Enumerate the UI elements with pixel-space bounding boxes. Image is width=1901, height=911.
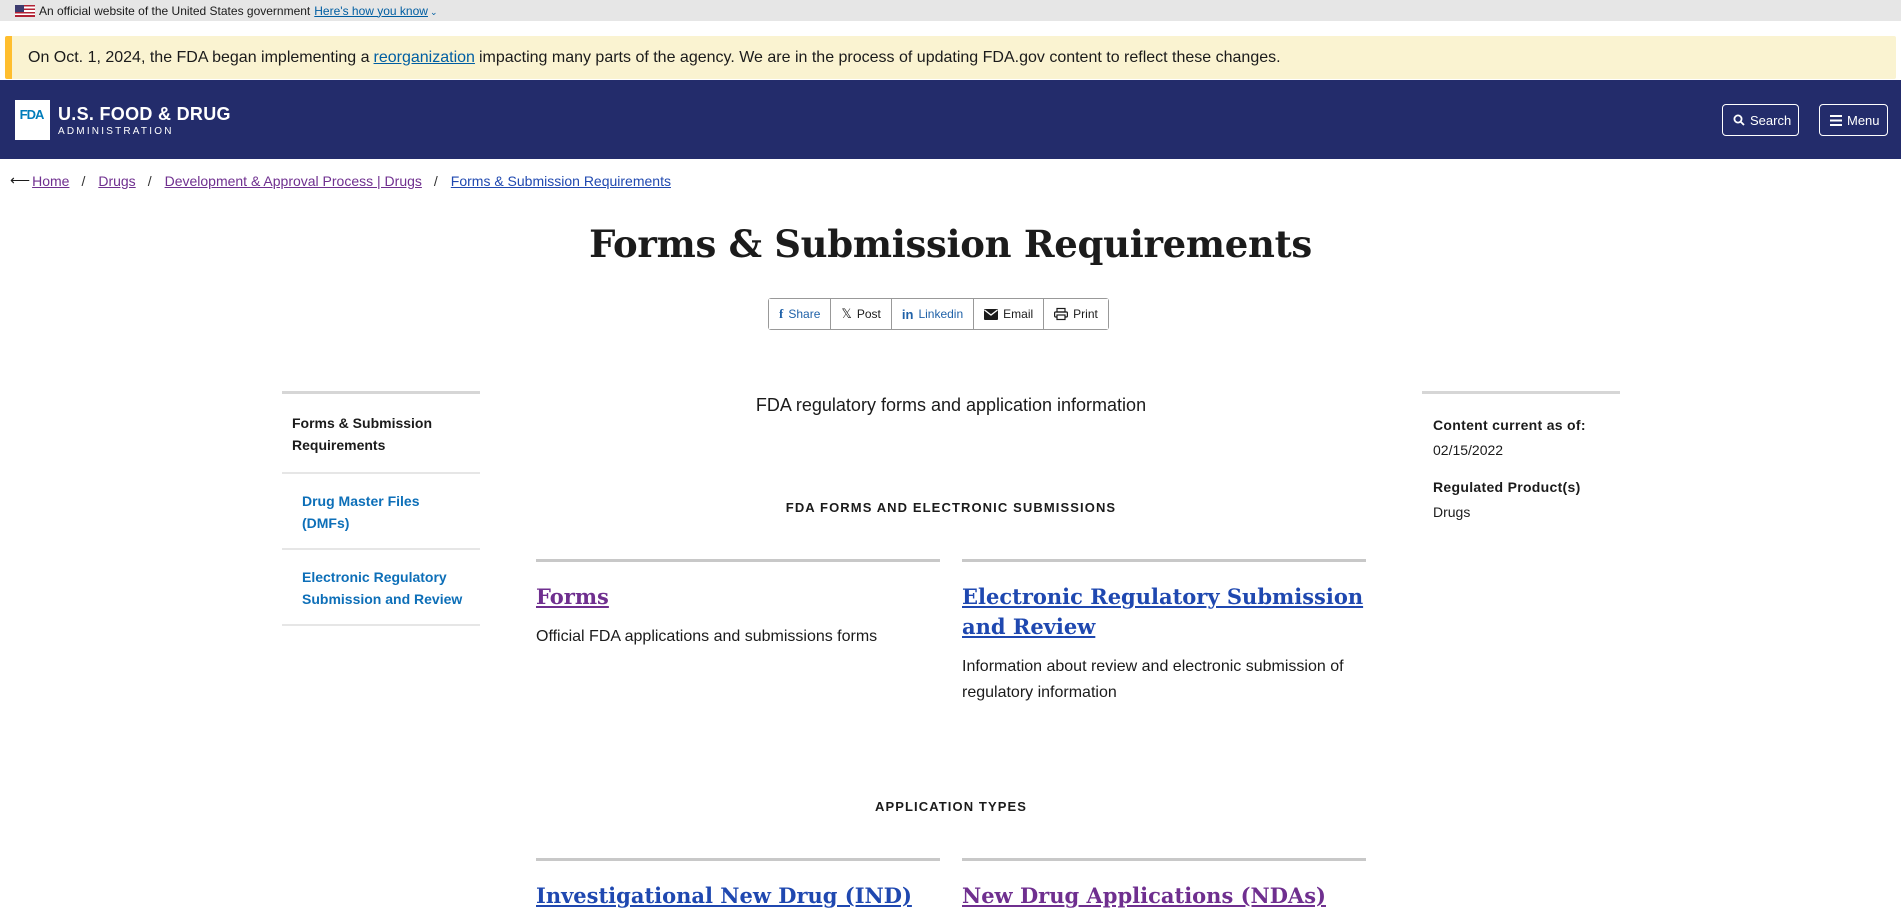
alert-text-before: On Oct. 1, 2024, the FDA began implementing a [28, 48, 370, 66]
share-bar [768, 298, 1109, 330]
content-info-sidebar [1422, 391, 1620, 520]
menu-label: Menu [1847, 112, 1880, 128]
page-title: Forms & Submission Requirements [589, 222, 1312, 266]
x-logo-icon: 𝕏 [841, 306, 852, 321]
reorganization-link[interactable]: reorganization [373, 48, 475, 66]
share-linkedin-label: Linkedin [918, 307, 964, 321]
breadcrumb-current[interactable]: Forms & Submission Requirements [450, 172, 671, 189]
search-button[interactable] [1722, 104, 1799, 136]
back-arrow-icon: ⟵ [10, 172, 31, 188]
card-electronic-submission-desc: Information about review and electronic submission of regulatory information [962, 658, 1344, 701]
left-nav-active-item: Forms & Submission Requirements [282, 394, 480, 474]
left-nav [282, 391, 480, 626]
share-email-label: Email [1003, 307, 1034, 321]
card-forms [536, 559, 940, 650]
site-header [0, 80, 1901, 159]
breadcrumb-separator: / [433, 172, 438, 189]
left-nav-item-dmfs[interactable]: Drug Master Files (DMFs) [282, 474, 480, 550]
alert-text-after: impacting many parts of the agency. We are in the process of updating FDA.gov content to reflect these changes. [478, 48, 1281, 66]
card-ind-title[interactable]: Investigational New Drug (IND) [536, 883, 912, 908]
content-current-label: Content current as of: [1433, 417, 1586, 433]
breadcrumb-home[interactable]: Home [32, 172, 70, 189]
share-facebook-label: Share [788, 307, 821, 321]
breadcrumb-drugs[interactable]: Drugs [98, 172, 136, 189]
printer-icon [1054, 308, 1068, 320]
section-heading-forms: FDA FORMS AND ELECTRONIC SUBMISSIONS [785, 500, 1117, 515]
page-intro: FDA regulatory forms and application information [755, 395, 1147, 415]
print-label: Print [1073, 307, 1098, 321]
fda-logo-text [58, 104, 231, 137]
breadcrumb-development-approval[interactable]: Development & Approval Process | Drugs [164, 172, 422, 189]
logo-line-2: ADMINISTRATION [58, 125, 174, 137]
print-button[interactable] [1044, 299, 1108, 329]
logo-line-1: U.S. FOOD & DRUG [58, 103, 231, 124]
card-nda [962, 858, 1366, 911]
envelope-icon [984, 309, 998, 320]
card-ind [536, 858, 940, 911]
card-nda-title[interactable]: New Drug Applications (NDAs) [962, 883, 1326, 908]
regulated-products-value: Drugs [1433, 504, 1471, 520]
heres-how-you-know-label: Here's how you know [314, 3, 428, 18]
fda-logo-mark: FDA [15, 100, 50, 140]
menu-button[interactable] [1819, 104, 1888, 136]
reorganization-alert [5, 36, 1896, 79]
search-label: Search [1750, 112, 1792, 128]
heres-how-you-know-link[interactable] [314, 4, 437, 18]
gov-banner-text: An official website of the United States government [39, 3, 311, 18]
card-forms-desc: Official FDA applications and submissions forms [536, 628, 878, 645]
chevron-down-icon: ⌄ [429, 6, 438, 17]
share-linkedin-button[interactable] [892, 299, 974, 329]
breadcrumb [10, 172, 671, 189]
gov-banner [0, 0, 1901, 21]
linkedin-icon: in [901, 306, 914, 322]
card-electronic-submission-title[interactable]: Electronic Regulatory Submission and Review [962, 584, 1364, 639]
facebook-icon: f [779, 306, 784, 321]
search-icon [1733, 114, 1745, 126]
regulated-products-label: Regulated Product(s) [1433, 479, 1581, 495]
share-facebook-button[interactable] [769, 299, 831, 329]
share-email-button[interactable] [974, 299, 1044, 329]
share-x-button[interactable] [831, 299, 892, 329]
card-forms-title[interactable]: Forms [536, 584, 609, 609]
us-flag-icon [15, 5, 35, 17]
left-nav-item-electronic-submission[interactable]: Electronic Regulatory Submission and Review [282, 550, 480, 626]
share-x-label: Post [856, 307, 881, 321]
card-electronic-submission [962, 559, 1366, 706]
fda-logo[interactable] [15, 100, 231, 140]
breadcrumb-separator: / [147, 172, 152, 189]
content-current-date: 02/15/2022 [1433, 442, 1504, 458]
hamburger-menu-icon [1830, 115, 1842, 126]
section-heading-application-types: APPLICATION TYPES [874, 799, 1028, 814]
breadcrumb-separator: / [81, 172, 86, 189]
